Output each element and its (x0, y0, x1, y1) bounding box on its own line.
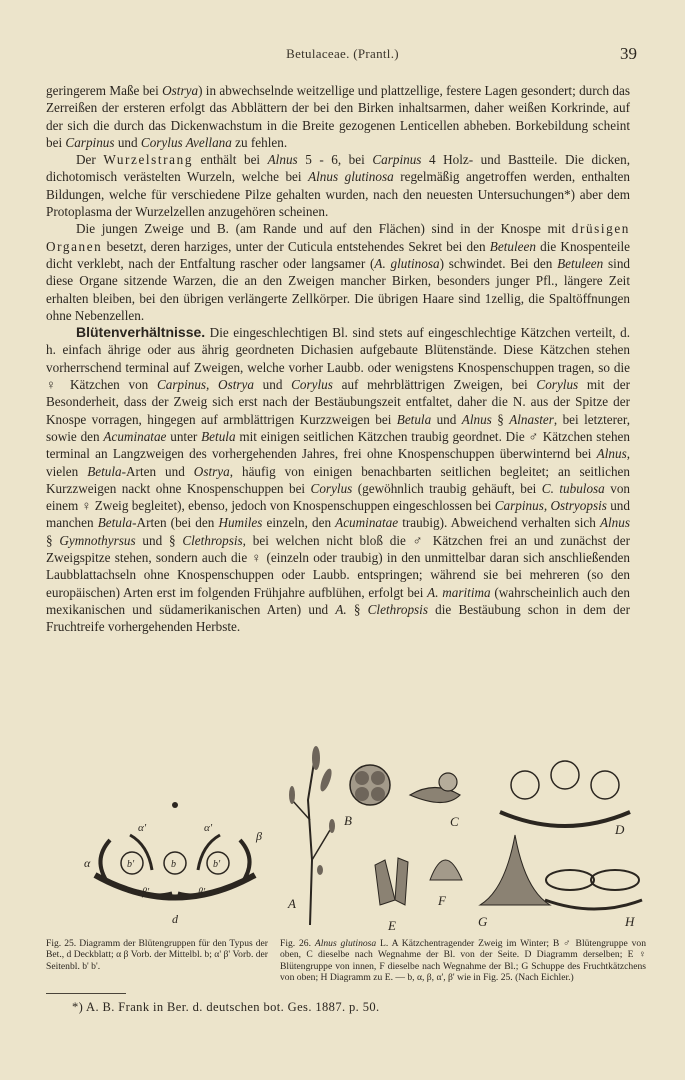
label-alpha-prime-right: α' (204, 822, 213, 834)
italic-text: Carpinus (372, 152, 422, 168)
label-d: D (615, 822, 625, 837)
footnote: *) A. B. Frank in Ber. d. deutschen bot. Ges. 1887. p. 50. (72, 1000, 380, 1014)
italic-text: Betula (97, 515, 133, 531)
italic-text: Ostrya (162, 83, 199, 98)
italic-text: A. (335, 601, 347, 617)
figure-26-illustration (270, 740, 650, 935)
part-e-female-group (375, 858, 408, 933)
italic-text: Betula (396, 411, 432, 427)
italic-text: Betuleen (557, 255, 604, 271)
italic-text: Carpinus, Ostrya (156, 377, 254, 393)
part-b-male-group (344, 765, 390, 828)
label-e: E (388, 918, 396, 933)
label-c: C (450, 814, 459, 829)
label-f: F (438, 893, 446, 908)
label-alpha-left: α (84, 856, 91, 870)
label-g: G (478, 914, 488, 929)
label-b-prime-right: b' (213, 859, 221, 870)
italic-text: Gymnothyrsus (59, 532, 136, 548)
paragraph-root: Der Wurzelstrang enthält bei Alnus 5 - 6, bei Carpinus 4 Holz- und Bastteile. Die dicken, dichotomisch verästelten Wurzeln, welche bei Alnus glutinosa regelmäßig angetroffen werden, enthalten Bildungen, welche für verschiedene Pilze gehalten wurden, nach den neuesten Untersuchungen*) aber dem Protoplasma der Wurzelzellen anzugehören scheinen. (46, 152, 630, 220)
part-f-after-removal (430, 860, 462, 908)
part-c-side-view (410, 773, 460, 829)
italic-text: Corylus Avellana (140, 134, 232, 150)
paragraph-flowers: Blütenverhältnisse. Die eingeschlechtigen Bl. sind stets auf eingeschlechtige Kätzchen verteilt, d. h. einfach ährige oder aus ährig geordneten Dichasien aufgebaute Blütenstände. Diese Kätzchen stehen vorherrschend terminal auf Zweigen, welche vorher Laubb. oder wenigstens Knospenschuppen tragen, so die ♀ Kätzchen von Carpinus, Ostrya und Corylus auf mehrblättrigen Zweigen, bei Corylus mit der Besonderheit, dass der Zweig sich erst nach der Bestäubungszeit entfaltet, daher die N. aus der Spitze der Knospe vorragen, hingegen auf armblättrigen Kurzzweigen bei Betula und Alnus § Alnaster, bei letzterer, sowie den Acuminatae unter Betula mit einigen seitlichen Kätzchen traubig geordnet. Die ♂ Kätzchen stehen terminal an Langzweigen des vorhergehenden Jahres, frei ohne Knospenschuppen überwinternd bei Alnus, vielen Betula-Arten und Ostrya, häufig von einigen benachbarten seitlichen begleitet; an seitlichen Kurzzweigen nackt ohne Knospenschuppen bei Corylus (gewöhnlich traubig gehäuft, bei C. tubulosa von einem ♀ Zweig begleitet), ebenso, jedoch von Knospenschuppen eingeschlossen bei Carpinus, Ostryopsis und manchen Betula-Arten (bei den Humiles einzeln, den Acuminatae traubig). Abweichend verhalten sich Alnus § Gymnothyrsus und § Clethropsis, bei welchen nicht bloß die ♂ Kätzchen frei an und zunächst der Zweigspitze stehen, sondern auch die ♀ (einzeln oder traubig) in den unmittelbar daran sich anschließenden Laubblattachseln ohne Knospenschuppen oder Laubb. entspringen; während sie bei mehreren (so den europäischen) Arten erst im folgenden Frühjahre aufblühen, erfolgt bei A. maritima (wahrscheinlich auch den mexikanischen und südamerikanischen Arten) und A. § Clethropsis die Bestäubung schon in dem der Fruchtreife vorhergehenden Herbste. (46, 324, 631, 635)
italic-text: C. tubulosa (541, 480, 605, 496)
italic-text: Acuminatae (103, 428, 167, 444)
italic-text: Ostrya (193, 463, 230, 479)
running-head: Betulaceae. (Prantl.) (286, 46, 399, 61)
body-text (46, 82, 630, 636)
italic-text: Alnus glutinosa (308, 169, 394, 185)
italic-text: Corylus (536, 377, 579, 393)
caption-fig-25: Fig. 25. Diagramm der Blütengruppen für den Typus der Bet., d Deckblatt; α β Vorb. der Mittelbl. b; α' β' Vorb. der Seitenbl. b' b'. (46, 938, 268, 972)
italic-text: Betula (87, 463, 122, 479)
paragraph-glands: Die jungen Zweige und B. (am Rande und auf den Flächen) sind in der Knospe mit drüsigen Organen besetzt, deren harziges, unter der Cuticula entstehendes Sekret bei den Betuleen die Knospenteile dicht verklebt, nach der Entfaltung rascher oder langsamer (A. glutinosa) schwindet. Bei den Betuleen sind diese Organe sitzende Warzen, die an den Zweigen mancher Birken, besonders junger Pfl., längere Zeit erhalten bleiben, bei den übrigen verlängerte Zellkörper. Die übrigen Haare sind 1zellig, die Spaltöffnungen ohne Nebenzellen. (46, 221, 631, 323)
italic-text: A. glutinosa (374, 255, 440, 271)
italic-text: Carpinus (65, 134, 115, 150)
italic-text: Alnaster (509, 411, 554, 427)
part-h-diagram (545, 870, 642, 929)
italic-text: Clethropsis (367, 601, 428, 617)
figure-area (40, 740, 650, 935)
italic-text: Clethropsis (182, 532, 243, 548)
spaced-term: drüsigen Organen (46, 221, 630, 254)
label-alpha-prime-left: α' (138, 822, 147, 834)
italic-text: A. maritima (427, 584, 491, 600)
part-g-scale (478, 835, 550, 929)
spaced-term: Wurzelstrang (103, 152, 194, 168)
part-d-diagram (500, 761, 630, 837)
italic-text: Acuminatae (335, 515, 399, 531)
label-b-prime-left: b' (127, 859, 135, 870)
paragraph-bark: geringerem Maße bei Ostrya) in abwechselnde weitzellige und plattzellige, festere Lagen gesondert; durch das Zerreißen der ersteren erfolgt das Abblättern der bei den Birken inhaltsarmen, daher weißen Korkrinde, auf der sich die durch das Dickenwachstum in die Breite gezogenen Lenticellen abheben. Borkebildung scheint bei Carpinus und Corylus Avellana zu fehlen. (46, 83, 631, 150)
label-a: A (288, 896, 296, 911)
bract-d (95, 875, 255, 898)
axis-dot (172, 802, 178, 808)
italic-text: Betuleen (489, 238, 536, 254)
label-b: b (171, 859, 176, 870)
label-beta-prime-right: β' (198, 887, 206, 898)
italic-text: Alnus glutinosa (314, 938, 377, 949)
page-number: 39 (620, 44, 637, 63)
label-b: B (344, 813, 352, 828)
section-heading: Blütenverhältnisse. (76, 324, 206, 341)
italic-text: Corylus (310, 480, 353, 496)
page-header (40, 44, 645, 66)
label-d: d (172, 912, 178, 925)
italic-text: Alnus (461, 411, 492, 427)
italic-text: Alnus (599, 515, 630, 531)
italic-text: Corylus (291, 377, 333, 393)
italic-text: Alnus (267, 152, 298, 168)
footnote-rule (46, 993, 126, 994)
label-h: H (625, 914, 635, 929)
part-a-twig (287, 746, 335, 925)
italic-text: Humiles (218, 515, 263, 531)
italic-text: Carpinus, Ostryopsis (494, 498, 607, 514)
figure-25-diagram (80, 795, 270, 925)
label-beta-prime-left: β' (142, 887, 150, 898)
italic-text: Alnus (596, 446, 627, 462)
caption-fig-26: Fig. 26. Alnus glutinosa L. A Kätzchentragender Zweig im Winter; B ♂ Blütengruppe von oben, C dieselbe nach Wegnahme der Bl. von der Seite. D Diagramm derselben; E ♀ Blütengruppe von innen, F dieselbe nach Wegnahme der Bl.; G Schuppe des Fruchtkätzchens von oben; H Diagramm zu E. — b, α, β, α', β' wie in Fig. 25. (Nach Eichler.) (280, 938, 646, 984)
italic-text: Betula (201, 428, 236, 444)
label-beta-right: β (256, 829, 262, 843)
